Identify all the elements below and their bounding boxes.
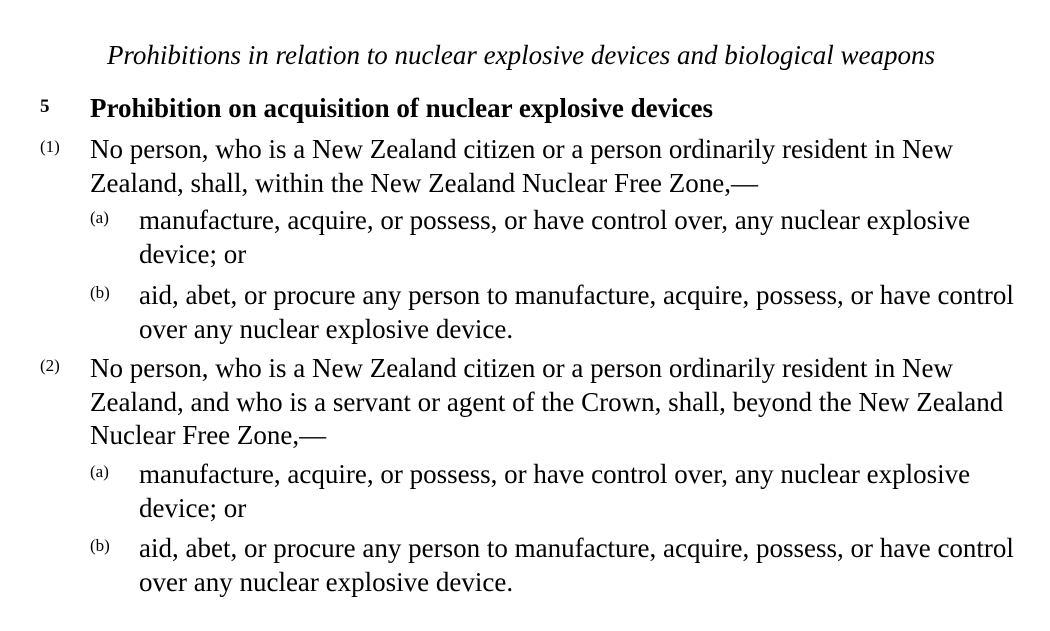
paragraph-text: aid, abet, or procure any person to manufacture, acquire, possess, or have control over any nuclear explosive device. bbox=[139, 533, 1014, 597]
part-heading: Prohibitions in relation to nuclear explosive devices and biological weapons bbox=[106, 40, 936, 70]
paragraph-text: aid, abet, or procure any person to manufacture, acquire, possess, or have control over any nuclear explosive device. bbox=[139, 280, 1014, 344]
paragraph-text: manufacture, acquire, or possess, or have control over, any nuclear explosive device; or bbox=[139, 205, 971, 269]
section-title: Prohibition on acquisition of nuclear explosive devices bbox=[90, 93, 714, 123]
section-number: 5 bbox=[40, 96, 50, 117]
paragraph-label: (b) bbox=[90, 536, 110, 555]
paragraph-label: (b) bbox=[90, 283, 110, 302]
subsection-number: (1) bbox=[40, 137, 60, 156]
paragraph-label: (a) bbox=[90, 208, 109, 227]
subsection-number: (2) bbox=[40, 356, 60, 375]
subsection-text: No person, who is a New Zealand citizen or a person ordinarily resident in New Zealand, shall, within the New Zealand Nuclear Free Zone,— bbox=[90, 134, 953, 198]
subsection-text: No person, who is a New Zealand citizen or a person ordinarily resident in New Zealand, and who is a servant or agent of the Crown, shall, beyond the New Zealand Nuclear Free Zone,— bbox=[90, 353, 1004, 450]
paragraph-text: manufacture, acquire, or possess, or have control over, any nuclear explosive device; or bbox=[139, 459, 971, 523]
paragraph-label: (a) bbox=[90, 462, 109, 481]
